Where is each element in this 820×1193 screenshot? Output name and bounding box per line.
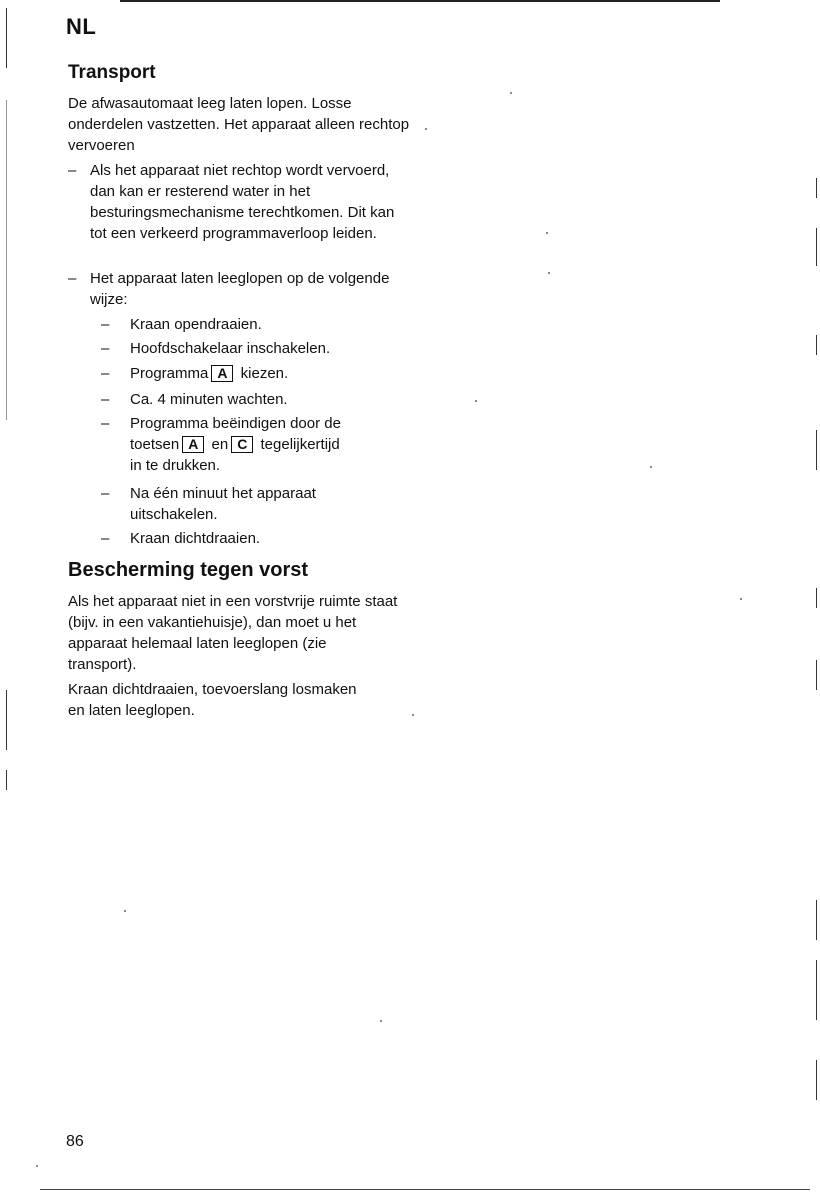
program-key-a: A — [211, 365, 233, 382]
key-c: C — [231, 436, 253, 453]
transport-intro: De afwasautomaat leeg laten lopen. Losse onderdelen vastzetten. Het apparaat alleen rechtop vervoeren — [68, 95, 410, 154]
scan-speck — [546, 232, 548, 234]
step-text-line3: in te drukken. — [130, 457, 221, 474]
scan-speck — [36, 1165, 38, 1167]
scan-right-edge — [816, 660, 817, 690]
step-text-post: kiezen. — [240, 365, 289, 382]
scan-left-edge — [6, 8, 7, 68]
page-number: 86 — [66, 1133, 84, 1150]
step-text: Kraan dichtdraaien. — [130, 530, 261, 547]
frost-paragraph: Als het apparaat niet in een vorstvrije ruimte staat (bijv. in een vakantiehuisje), dan moet u het apparaat helemaal laten leeglopen (zie transport). — [68, 593, 398, 673]
step-text: Kraan opendraaien. — [130, 316, 262, 333]
scan-right-edge — [816, 178, 817, 198]
scan-speck — [425, 128, 427, 130]
dash-bullet: – — [68, 270, 77, 287]
key-a: A — [182, 436, 204, 453]
scan-left-edge — [6, 690, 7, 750]
dash-bullet: – — [101, 365, 110, 382]
scan-left-edge — [6, 100, 7, 420]
scan-right-edge — [816, 960, 817, 1020]
dash-bullet: – — [101, 485, 110, 502]
step-text: Ca. 4 minuten wachten. — [130, 391, 288, 408]
dash-bullet: – — [101, 316, 110, 333]
scan-speck — [380, 1020, 382, 1022]
list-item-text: Het apparaat laten leeglopen op de volgende wijze: — [90, 270, 390, 308]
scan-right-edge — [816, 1060, 817, 1100]
scan-left-edge — [6, 770, 7, 790]
step-text — [130, 363, 420, 384]
scan-speck — [548, 272, 550, 274]
scan-speck — [740, 598, 742, 600]
step-text: Hoofdschakelaar inschakelen. — [130, 340, 331, 357]
step-text-pre: toetsen — [130, 436, 180, 453]
scan-right-edge — [816, 588, 817, 608]
step-text-pre: Programma — [130, 365, 209, 382]
scan-speck — [412, 714, 414, 716]
language-code: NL — [66, 14, 97, 39]
scan-speck — [124, 910, 126, 912]
step-text-line1: Programma beëindigen door de — [130, 415, 341, 432]
step-text: Na één minuut het apparaat uitschakelen. — [130, 485, 316, 523]
frost-paragraph: Kraan dichtdraaien, toevoerslang losmaken en laten leeglopen. — [68, 681, 357, 719]
dash-bullet: – — [101, 530, 110, 547]
scan-speck — [475, 400, 477, 402]
scan-top-rule — [120, 0, 720, 2]
dash-bullet: – — [68, 162, 77, 179]
section-title-frost: Bescherming tegen vorst — [68, 559, 309, 581]
scan-right-edge — [816, 228, 817, 266]
step-text — [130, 413, 420, 476]
scan-bottom-rule — [40, 1189, 810, 1190]
list-item-text: Als het apparaat niet rechtop wordt vervoerd, dan kan er resterend water in het besturingsmechanisme terechtkomen. Dit kan tot een verkeerd programmaverloop leiden. — [90, 162, 395, 242]
scan-right-edge — [816, 430, 817, 470]
step-text-post: tegelijkertijd — [260, 436, 340, 453]
step-text-mid: en — [211, 436, 229, 453]
section-title-transport: Transport — [68, 62, 156, 83]
dash-bullet: – — [101, 415, 110, 432]
dash-bullet: – — [101, 391, 110, 408]
scan-right-edge — [816, 900, 817, 940]
dash-bullet: – — [101, 340, 110, 357]
scan-speck — [650, 466, 652, 468]
scan-right-edge — [816, 335, 817, 355]
scan-speck — [510, 92, 512, 94]
